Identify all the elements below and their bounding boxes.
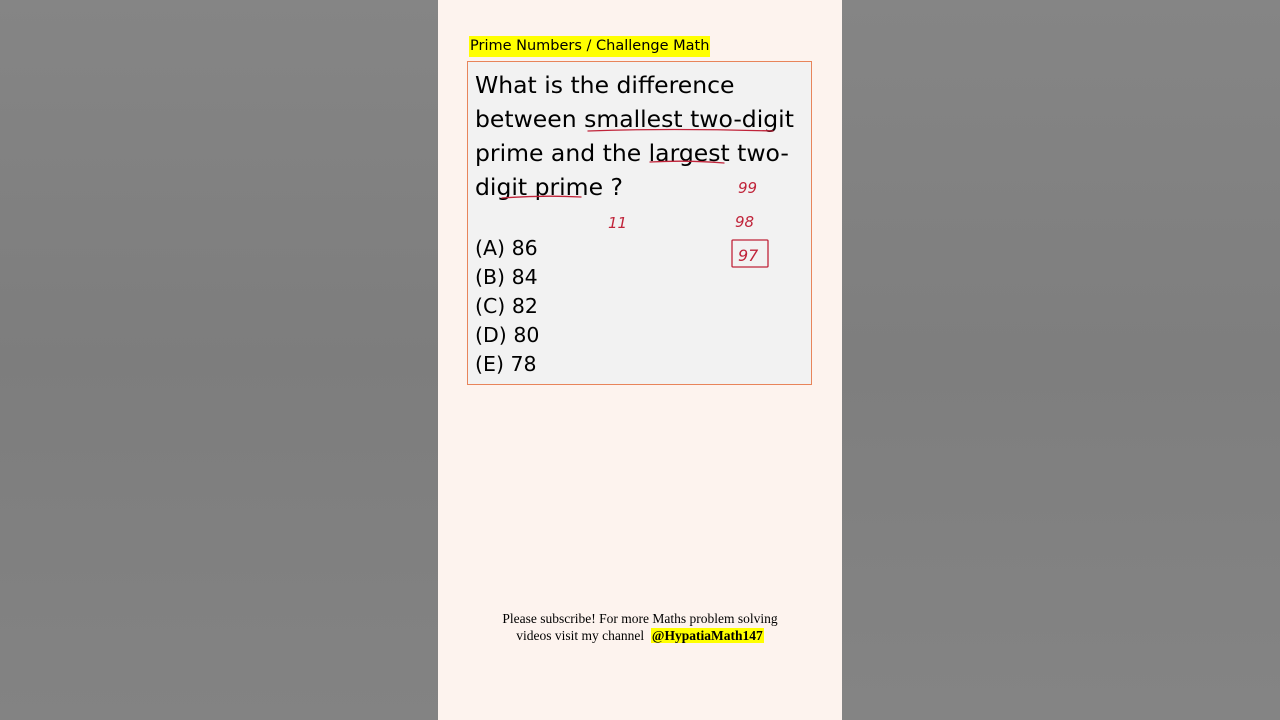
option-b [475,263,539,292]
ink-try-99: 99 [738,179,758,197]
option-value: 86 [511,236,538,260]
option-e [475,350,539,379]
video-frame [438,0,842,720]
option-value: 80 [513,323,540,347]
option-value: 78 [510,352,537,376]
option-c [475,292,539,321]
channel-handle[interactable]: @HypatiaMath147 [651,628,763,643]
question-text: What is the difference between smallest two-digit prime and the largest two-digit prime ? [475,71,794,201]
footer-line-2 [438,627,842,644]
option-letter: (A) [475,236,506,260]
option-a [475,234,539,263]
option-letter: (C) [475,294,506,318]
question-card [467,61,812,385]
option-letter: (B) [475,265,506,289]
footer-line-2-text: videos visit my channel [516,628,645,643]
ink-smallest-prime: 11 [608,214,628,232]
option-letter: (E) [475,352,504,376]
option-d [475,321,539,350]
footer-line-1: Please subscribe! For more Maths problem solving [502,611,778,626]
subscribe-footer [438,610,842,644]
option-letter: (D) [475,323,507,347]
option-value: 84 [511,265,538,289]
answer-box-outline [732,240,768,267]
answer-options [475,234,539,379]
blurred-background-right [842,0,1280,720]
topic-label: Prime Numbers / Challenge Math [469,36,710,57]
ink-try-98: 98 [735,213,755,231]
option-value: 82 [511,294,538,318]
ink-boxed-prime: 97 [738,246,759,265]
blurred-background-left [0,0,438,720]
